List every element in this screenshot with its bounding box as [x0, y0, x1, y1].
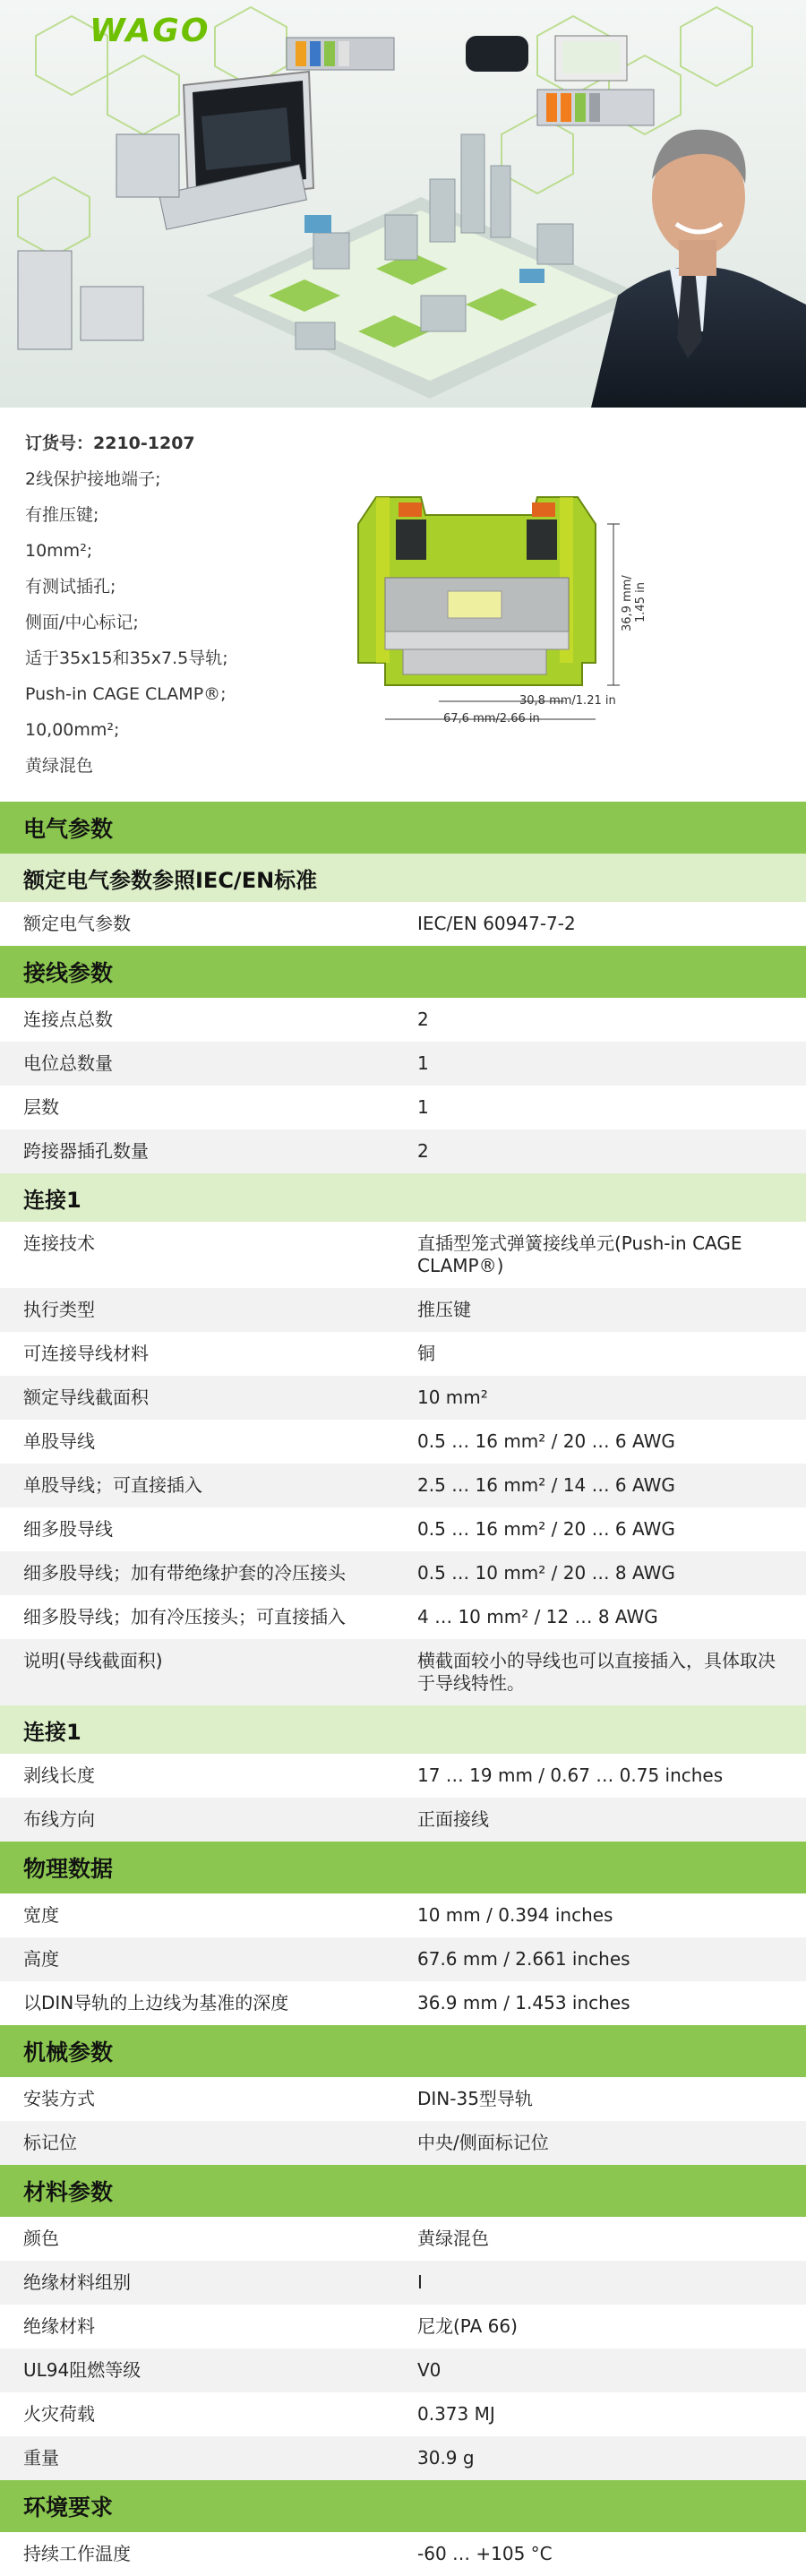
- feature-line: 10,00mm²;: [25, 720, 120, 740]
- spec-label: 宽度: [23, 1904, 59, 1926]
- spec-row: [0, 2392, 806, 2436]
- spec-value: 2: [417, 1009, 429, 1030]
- spec-table: [0, 802, 806, 2576]
- spec-row: [0, 1129, 806, 1173]
- feature-line: 2线保护接地端子;: [25, 469, 161, 489]
- feature-line: 有推压键;: [25, 505, 99, 525]
- spec-row: [0, 1981, 806, 2025]
- spec-row: [0, 1332, 806, 1376]
- spec-label: 单股导线；可直接插入: [23, 1474, 202, 1496]
- spec-row: [0, 2077, 806, 2121]
- spec-row: [0, 1042, 806, 1086]
- spec-row: [0, 1798, 806, 1842]
- order-number: 订货号：2210-1207: [25, 434, 195, 453]
- spec-value: 横截面较小的导线也可以直接插入，具体取决于导线特性。: [417, 1650, 776, 1694]
- spec-label: 说明(导线截面积): [23, 1650, 163, 1671]
- section-rows: [0, 2077, 806, 2165]
- wago-logo: WAGO: [90, 13, 210, 49]
- spec-value: 67.6 mm / 2.661 inches: [417, 1948, 630, 1970]
- spec-row: [0, 2305, 806, 2348]
- section-header: 物理数据: [0, 1842, 806, 1893]
- spec-row: [0, 1420, 806, 1464]
- spec-row: [0, 2436, 806, 2480]
- spec-row: [0, 902, 806, 946]
- spec-label: 持续工作温度: [23, 2543, 131, 2564]
- spec-row: [0, 1086, 806, 1129]
- spec-label: 额定电气参数: [23, 913, 131, 934]
- order-info: [25, 425, 356, 784]
- spec-label: 重量: [23, 2447, 59, 2469]
- spec-label: 火灾荷载: [23, 2403, 95, 2425]
- spec-value: 中央/侧面标记位: [417, 2132, 549, 2153]
- spec-label: 可连接导线材料: [23, 1343, 149, 1364]
- spec-row: [0, 1595, 806, 1639]
- spec-value: 铜: [417, 1343, 435, 1364]
- spec-label: 标记位: [23, 2132, 77, 2153]
- spec-label: 细多股导线；加有冷压接头；可直接插入: [23, 1606, 346, 1627]
- spec-label: 细多股导线；加有带绝缘护套的冷压接头: [23, 1562, 346, 1584]
- section-header: 电气参数: [0, 802, 806, 854]
- spec-row: [0, 1893, 806, 1937]
- terminal-block-image: [349, 479, 636, 730]
- spec-row: [0, 2121, 806, 2165]
- spec-row: [0, 2348, 806, 2392]
- inner-width-label: 30,8 mm/1.21 in: [519, 694, 616, 708]
- spec-label: 执行类型: [23, 1299, 95, 1320]
- spec-value: I: [417, 2271, 423, 2293]
- hero-banner: [0, 0, 806, 408]
- spec-value: 17 … 19 mm / 0.67 … 0.75 inches: [417, 1765, 724, 1786]
- subsection-header: 连接1: [0, 1173, 806, 1222]
- spec-label: 连接点总数: [23, 1009, 113, 1030]
- spec-row: [0, 1754, 806, 1798]
- section-rows: [0, 1754, 806, 1842]
- spec-label: 连接技术: [23, 1232, 95, 1254]
- spec-label: 细多股导线: [23, 1518, 113, 1540]
- spec-label: 安装方式: [23, 2088, 95, 2109]
- spec-label: 单股导线: [23, 1430, 95, 1452]
- section-rows: [0, 998, 806, 1173]
- spec-label: UL94阻燃等级: [23, 2359, 141, 2381]
- spec-value: 0.5 … 10 mm² / 20 … 8 AWG: [417, 1562, 675, 1584]
- subsection-header: 额定电气参数参照IEC/EN标准: [0, 854, 806, 902]
- height-dimension-label: [621, 575, 634, 631]
- section-rows: [0, 1893, 806, 2025]
- subsection-header: 连接1: [0, 1705, 806, 1754]
- spec-row: [0, 2217, 806, 2261]
- spec-value: 1: [417, 1052, 429, 1074]
- spec-label: 电位总数量: [23, 1052, 113, 1074]
- spec-label: 层数: [23, 1096, 59, 1118]
- spec-value: 0.5 … 16 mm² / 20 … 6 AWG: [417, 1430, 675, 1452]
- spec-value: IEC/EN 60947-7-2: [417, 913, 576, 934]
- spec-row: [0, 2261, 806, 2305]
- product-drawing: [349, 479, 647, 730]
- spec-value: 尼龙(PA 66): [417, 2315, 518, 2337]
- spec-value: 推压键: [417, 1299, 471, 1320]
- spec-value: 正面接线: [417, 1808, 489, 1830]
- spec-value: 30.9 g: [417, 2447, 475, 2469]
- spec-value: -60 … +105 °C: [417, 2543, 553, 2564]
- spec-label: 剥线长度: [23, 1765, 95, 1786]
- spec-value: 直插型笼式弹簧接线单元(Push-in CAGE CLAMP®): [417, 1232, 742, 1276]
- spec-value: 2.5 … 16 mm² / 14 … 6 AWG: [417, 1474, 675, 1496]
- spec-value: 2: [417, 1140, 429, 1162]
- spec-value: 黄绿混色: [417, 2228, 489, 2249]
- spec-label: 颜色: [23, 2228, 59, 2249]
- spec-row: [0, 1464, 806, 1507]
- spec-value: 36.9 mm / 1.453 inches: [417, 1992, 630, 2014]
- spec-label: 高度: [23, 1948, 59, 1970]
- height-dimension-label-in: [634, 582, 647, 623]
- spec-value: V0: [417, 2359, 442, 2381]
- spec-label: 以DIN导轨的上边线为基准的深度: [23, 1992, 289, 2014]
- section-header: 材料参数: [0, 2165, 806, 2217]
- spec-label: 额定导线截面积: [23, 1387, 149, 1408]
- spec-label: 绝缘材料: [23, 2315, 95, 2337]
- feature-line: 有测试插孔;: [25, 577, 116, 597]
- spec-value: 10 mm / 0.394 inches: [417, 1904, 613, 1926]
- spec-value: 0.5 … 16 mm² / 20 … 6 AWG: [417, 1518, 675, 1540]
- spec-row: [0, 2532, 806, 2576]
- section-header: 机械参数: [0, 2025, 806, 2077]
- spec-label: 布线方向: [23, 1808, 95, 1830]
- section-header: 环境要求: [0, 2480, 806, 2532]
- spec-value: 4 … 10 mm² / 12 … 8 AWG: [417, 1606, 658, 1627]
- spec-value: 10 mm²: [417, 1387, 488, 1408]
- spec-row: [0, 1937, 806, 1981]
- spec-row: [0, 1288, 806, 1332]
- spec-value: 1: [417, 1096, 429, 1118]
- feature-line: 黄绿混色: [25, 756, 94, 776]
- feature-line: 10mm²;: [25, 541, 93, 561]
- spec-row: [0, 1376, 806, 1420]
- feature-line: 侧面/中心标记;: [25, 613, 139, 632]
- height-label-in: 1.45 in: [634, 582, 647, 623]
- spec-value: DIN-35型导轨: [417, 2088, 533, 2109]
- height-label-mm: 36,9 mm/: [621, 575, 634, 631]
- section-rows: [0, 1222, 806, 1705]
- spec-row: [0, 1222, 806, 1288]
- spec-label: 跨接器插孔数量: [23, 1140, 149, 1162]
- feature-line: Push-in CAGE CLAMP®;: [25, 684, 227, 704]
- hero-illustration: [0, 0, 806, 408]
- spec-row: [0, 998, 806, 1042]
- spec-value: 0.373 MJ: [417, 2403, 495, 2425]
- section-rows: [0, 2217, 806, 2480]
- feature-line: 适于35x15和35x7.5导轨;: [25, 648, 228, 668]
- section-rows: [0, 902, 806, 946]
- section-header: 接线参数: [0, 946, 806, 998]
- outer-width-label: 67,6 mm/2.66 in: [443, 712, 540, 726]
- spec-row: [0, 1507, 806, 1551]
- section-rows: [0, 2532, 806, 2576]
- spec-row: [0, 1639, 806, 1705]
- spec-label: 绝缘材料组别: [23, 2271, 131, 2293]
- spec-row: [0, 1551, 806, 1595]
